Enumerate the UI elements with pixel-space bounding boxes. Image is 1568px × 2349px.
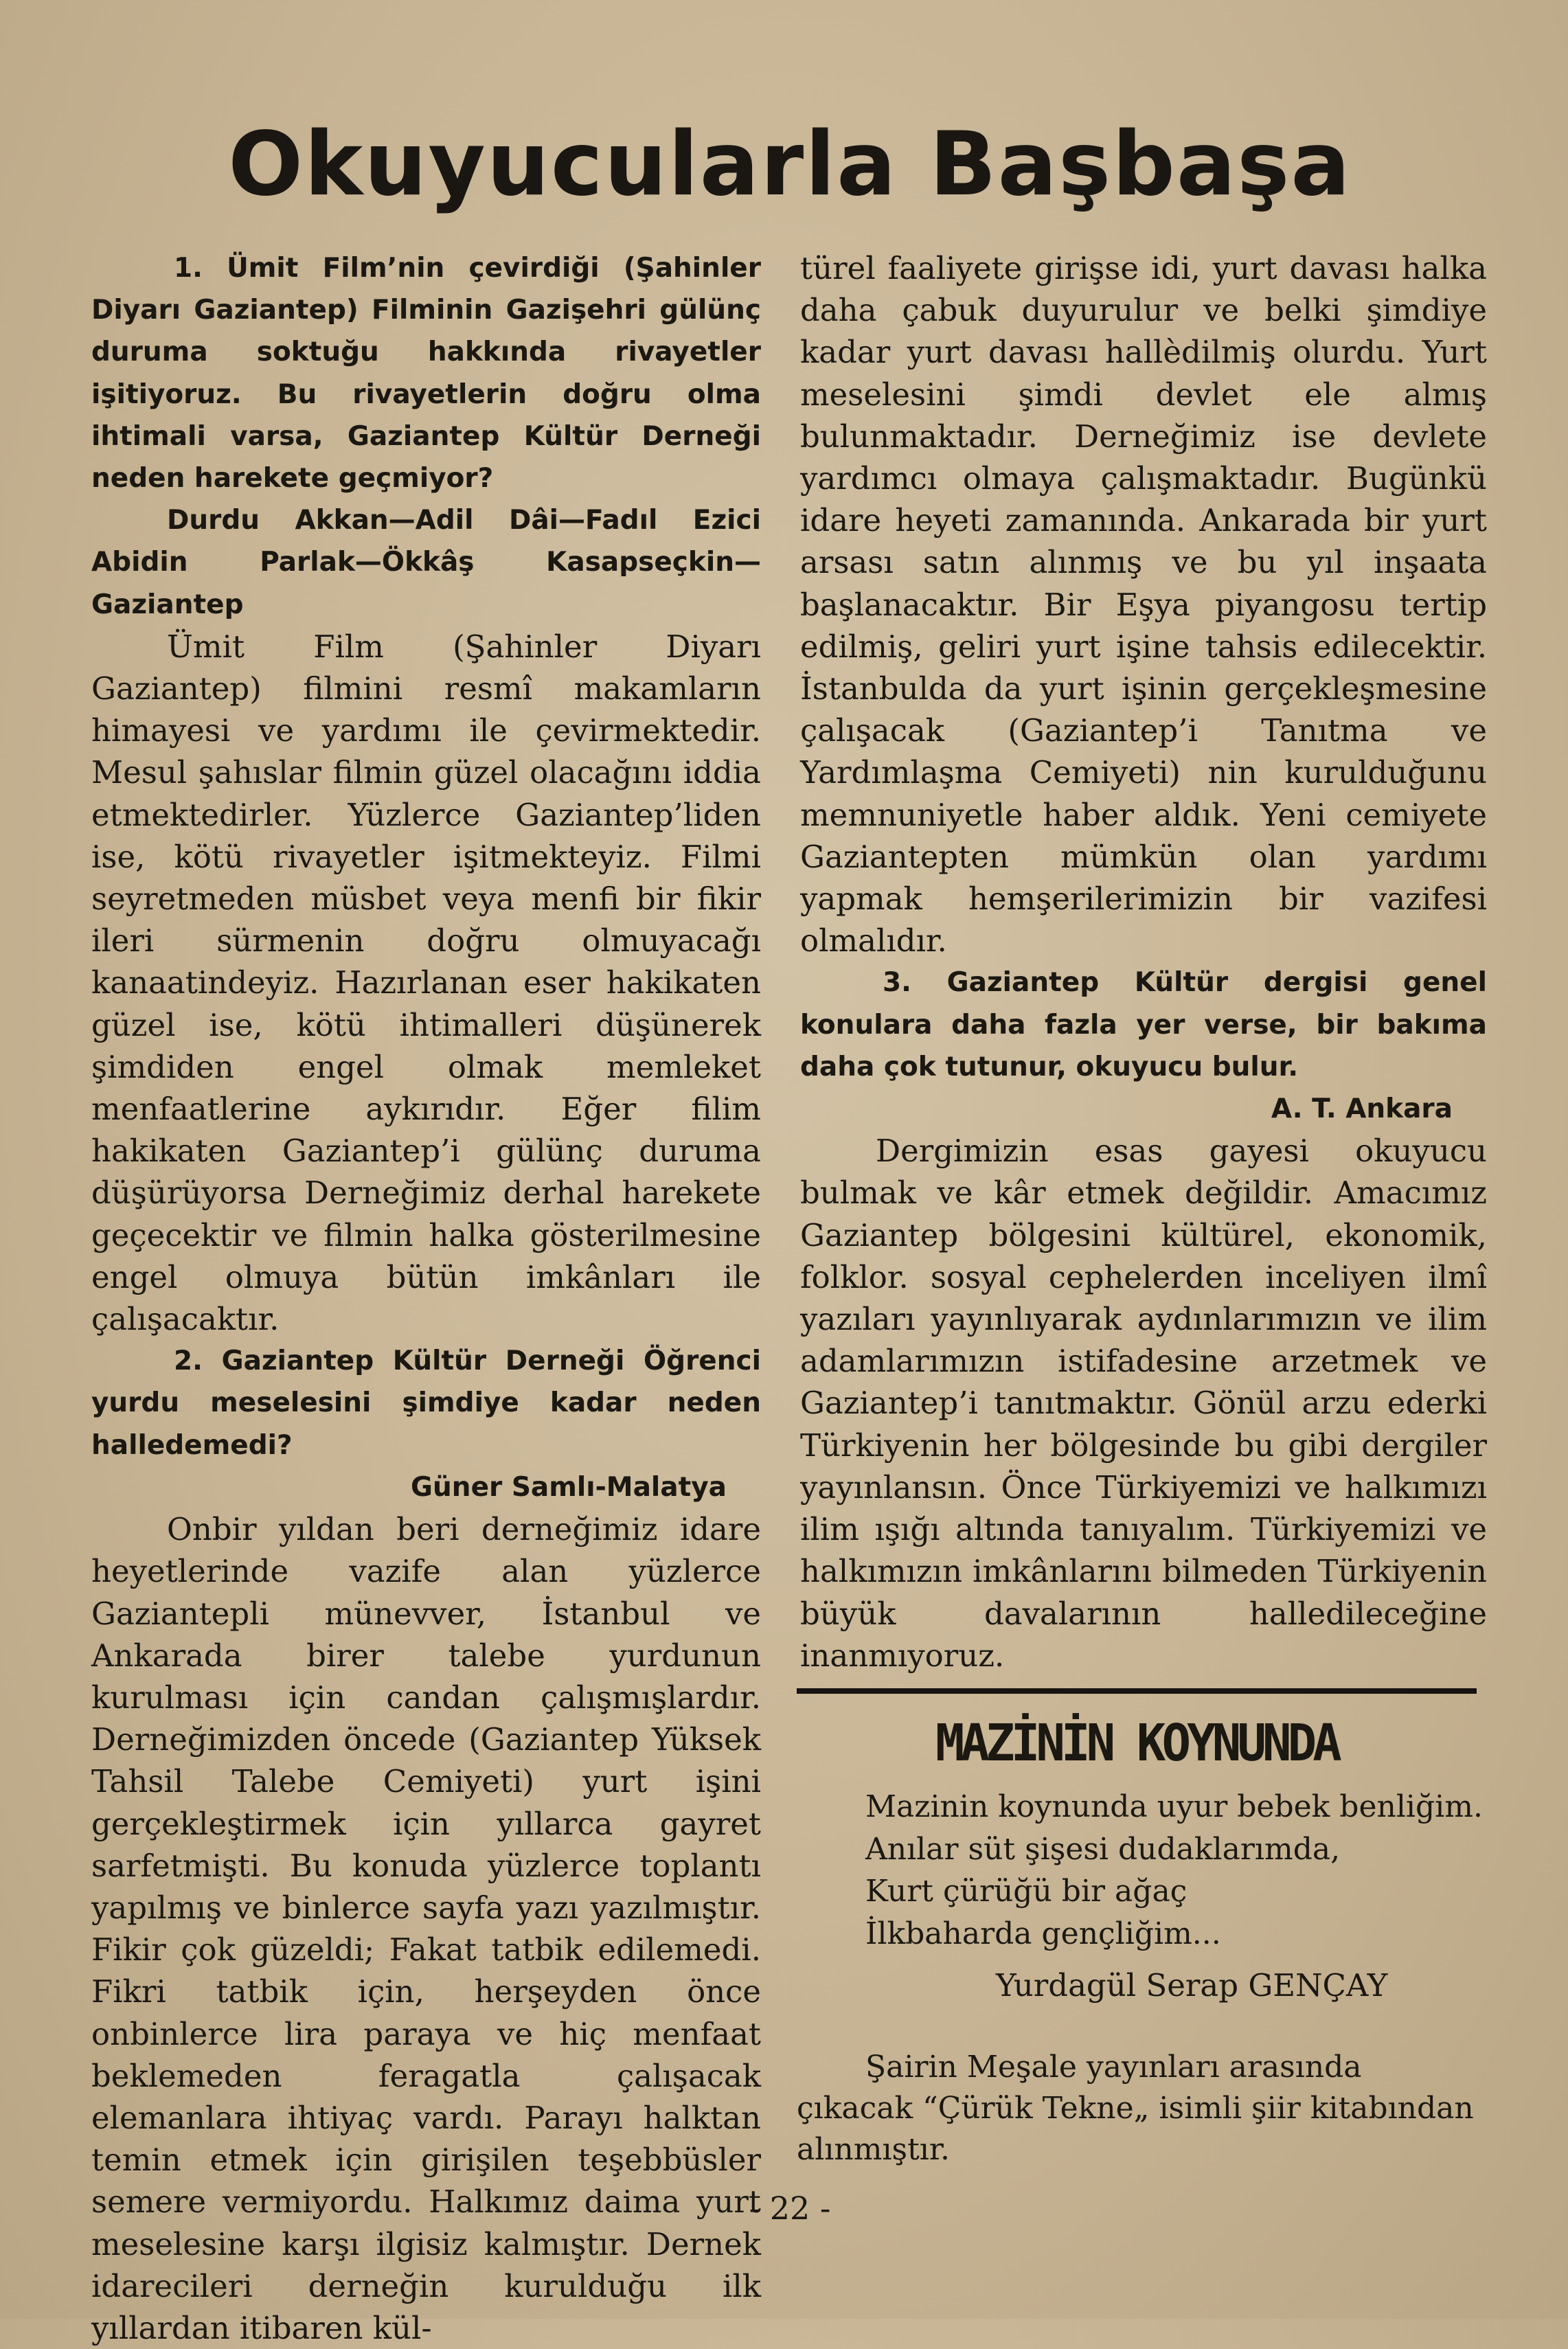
right-column (800, 247, 1487, 1677)
question-2-signature: Güner Samlı-Malatya (411, 1471, 727, 1503)
question-1-signature: Durdu Akkan—Adil Dâi—Fadıl Ezici Abidin Parlak—Ökkâş Kasapseçkin—Gaziantep (91, 505, 761, 620)
poem-note (797, 2047, 1477, 2170)
answer-1: Ümit Film (Şahinler Diyarı Gaziantep) filmini resmî makamların himayesi ve yardımı ile çevirmektedir. Mesul şahıslar filmin güzel olacağını iddia etmektedirler. Yüzlerce Gaziantep’liden ise, kötü rivayetler işitmekteyiz. Filmi seyretmeden müsbet veya menfi bir fikir ileri sürmenin doğru olmuyacağı kanaatindeyiz. Hazırlanan eser hakikaten güzel ise, kötü ihtimalleri düşünerek şimdiden engel olmak memleket menfaatlerine aykırıdır. Eğer filim hakikaten Gaziantep’i gülünç duruma düşürüyorsa Derneğimiz derhal harekete geçecektir ve filmin halka gösterilmesine engel olmuya bütün imkânları ile çalışacaktır. (91, 628, 761, 1338)
page-title: Okuyucularla Başbaşa (228, 113, 1352, 216)
question-3: 3. Gaziantep Kültür dergisi genel konulara daha fazla yer verse, bir bakıma daha çok tutunur, okuyucu bulur. (800, 967, 1487, 1082)
poem-line: Kurt çürüğü bir ağaç (865, 1874, 1188, 1909)
left-column (91, 247, 761, 2349)
poem-body (865, 1786, 1484, 1955)
question-3-signature: A. T. Ankara (1271, 1093, 1453, 1125)
poem-line: İlkbaharda gençliğim... (865, 1916, 1221, 1951)
poem-author: Yurdagül Serap GENÇAY (996, 1967, 1388, 2004)
poem-note-text: Şairin Meşale yayınları arasında çıkacak “Çürük Tekne„ isimli şiir kitabından alınmıştır. (797, 2050, 1474, 2167)
page-number: - 22 - (749, 2190, 831, 2227)
section-divider (797, 1688, 1477, 1694)
question-2: 2. Gaziantep Kültür Derneği Öğrenci yurdu meselesini şimdiye kadar neden halledemedi? (91, 1346, 761, 1461)
question-1: 1. Ümit Film’nin çevirdiği (Şahinler Diyarı Gaziantep) Filminin Gazişehri gülünç duruma soktuğu hakkında rivayetler işitiyoruz. Bu rivayetlerin doğru olma ihtimali varsa, Gaziantep Kültür Derneği neden harekete geçmiyor? (91, 253, 761, 495)
answer-3: Dergimizin esas gayesi okuyucu bulmak ve kâr etmek değildir. Amacımız Gaziantep bölgesini kültürel, ekonomik, folklor. sosyal cephelerden inceliyen ilmî yazıları yayınlıyarak aydınlarımızın ve ilim adamlarımızın istifadesine arzetmek ve Gaziantep’i tanıtmaktır. Gönül arzu ederki Türkiyenin her bölgesinde bu gibi dergiler yayınlansın. Önce Türkiyemizi ve halkımızı ilim ışığı altında tanıyalım. Türkiyemizi ve halkımızın imkânlarını bilmeden Türkiyenin büyük davalarının halledileceğine inanmıyoruz. (800, 1133, 1487, 1674)
poem-line: Mazinin koynunda uyur bebek benliğim. (865, 1789, 1483, 1824)
poem-title: MAZİNİN KOYNUNDA (935, 1714, 1338, 1773)
poem-line: Anılar süt şişesi dudaklarımda, (865, 1831, 1341, 1867)
answer-2-continued: türel faaliyete girişse idi, yurt davası halka daha çabuk duyurulur ve belki şimdiye kadar yurt davası hallèdilmiş olurdu. Yurt meselesini şimdi devlet ele almış bulunmaktadır. Derneğimiz ise devlete yardımcı olmaya çalışmaktadır. Bugünkü idare heyeti zamanında. Ankarada bir yurt arsası satın alınmış ve bu yıl inşaata başlanacaktır. Bir Eşya piyangosu tertip edilmiş, geliri yurt işine tahsis edilecektir. İstanbulda da yurt işinin gerçekleşmesine çalışacak (Gaziantep’i Tanıtma ve Yardımlaşma Cemiyeti) nin kurulduğunu memnuniyetle haber aldık. Yeni cemiyete Gaziantepten mümkün olan yardımı yapmak hemşerilerimizin bir vazifesi olmalıdır. (800, 250, 1487, 960)
answer-2: Onbir yıldan beri derneğimiz idare heyetlerinde vazife alan yüzlerce Gaziantepli münevver, İstanbul ve Ankarada birer talebe yurdunun kurulması için candan çalışmışlardır. Derneğimizden öncede (Gaziantep Yüksek Tahsil Talebe Cemiyeti) yurt işini gerçekleştirmek için yıllarca gayret sarfetmişti. Bu konuda yüzlerce toplantı yapılmış ve binlerce sayfa yazı yazılmıştır. Fikir çok güzeldi; Fakat tatbik edilemedi. Fikri tatbik için, herşeyden önce onbinlerce lira paraya ve hiç menfaat beklemeden feragatla çalışacak elemanlara ihtiyaç vardı. Parayı halktan temin etmek için girişilen teşebbüsler semere vermiyordu. Halkımız daima yurt meselesine karşı ilgisiz kalmıştır. Dernek idarecileri derneğin kurulduğu ilk yıllardan itibaren kül- (91, 1511, 761, 2346)
